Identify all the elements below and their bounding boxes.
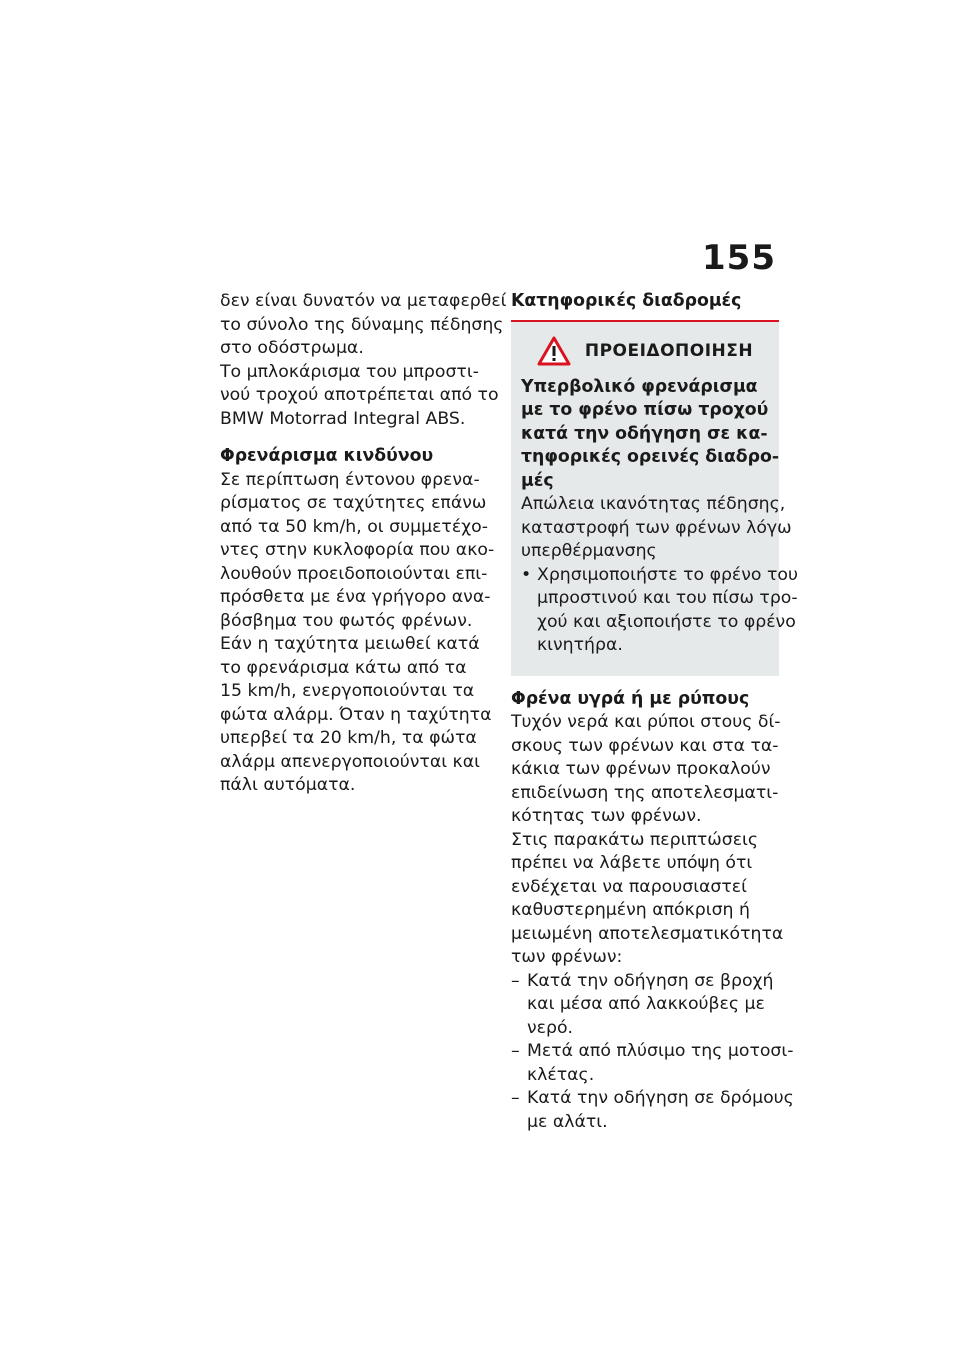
text-line: Υπερβολικό φρενάρισμα	[521, 376, 758, 397]
text-line: Κατά την οδήγηση σε δρόμους	[527, 1088, 794, 1108]
text-line: σκους των φρένων και στα τα-	[511, 735, 779, 756]
text-line: 15 km/h, ενεργοποιούνται τα	[220, 681, 475, 701]
warning-heading	[521, 376, 779, 494]
text-line: το φρενάρισμα κάτω από τα	[220, 657, 467, 678]
text-line: κάκια των φρένων προκαλούν	[511, 759, 771, 779]
warning-label: ΠΡΟΕΙΔΟΠΟΙΗΣΗ	[584, 340, 754, 361]
warning-triangle-icon	[537, 336, 571, 366]
text-line: ρίσματος σε ταχύτητες επάνω	[220, 493, 487, 513]
text-line: κότητας των φρένων.	[511, 806, 702, 826]
text-line: νερό.	[527, 1017, 574, 1038]
text-line: Σε περίπτωση έντονου φρενα-	[220, 469, 480, 490]
text-line: το σύνολο της δύναμης πέδησης	[220, 314, 504, 335]
text-line: κινητήρα.	[537, 635, 623, 655]
text-line: με το φρένο πίσω τροχού	[521, 400, 769, 420]
text-line: BMW Motorrad Integral ABS.	[220, 408, 466, 429]
page-number: 155	[702, 238, 776, 278]
right-column	[511, 290, 798, 1134]
list-item	[511, 970, 779, 1041]
text-line: Χρησιμοποιήστε το φρένο του	[537, 564, 798, 585]
text-line: Απώλεια ικανότητας πέδησης,	[521, 494, 786, 514]
text-line: δεν είναι δυνατόν να μεταφερθεί	[220, 291, 507, 311]
text-line: επιδείνωση της αποτελεσματι-	[511, 782, 779, 803]
emergency-braking-paragraph	[220, 469, 495, 798]
text-line: Μετά από πλύσιμο της μοτοσι-	[527, 1041, 794, 1061]
wet-brakes-heading: Φρένα υγρά ή με ρύπους	[511, 688, 750, 709]
warning-header	[521, 336, 769, 366]
text-line: πρέπει να λάβετε υπόψη ότι	[511, 853, 753, 873]
warning-bullet	[521, 564, 798, 658]
text-line: πάλι αυτόματα.	[220, 775, 356, 795]
text-line: μειωμένη αποτελεσματικότητα	[511, 923, 784, 944]
text-line: υπερθέρμανσης	[521, 541, 657, 561]
text-line: Στις παρακάτω περιπτώσεις	[511, 829, 759, 850]
list-item	[511, 1040, 794, 1087]
text-line: νού τροχού αποτρέπεται από το	[220, 385, 499, 405]
text-line: των φρένων:	[511, 947, 623, 967]
text-line: φώτα αλάρμ. Όταν η ταχύτητα	[220, 704, 492, 725]
text-line: με αλάτι.	[527, 1111, 608, 1132]
list-item	[511, 1087, 794, 1134]
text-line: Εάν η ταχύτητα μειωθεί κατά	[220, 634, 480, 654]
left-column	[220, 290, 507, 798]
text-line: από τα 50 km/h, οι συμμετέχο-	[220, 516, 488, 537]
text-line: καταστροφή των φρένων λόγω	[521, 517, 792, 538]
warning-text	[521, 493, 792, 564]
text-line: ντες στην κυκλοφορία που ακο-	[220, 540, 495, 560]
text-line: Κατά την οδήγηση σε βροχή	[527, 970, 774, 991]
bullet-mark: •	[521, 564, 532, 585]
text-line: μπροστινού και του πίσω τρο-	[537, 588, 798, 608]
emergency-braking-heading: Φρενάρισμα κινδύνου	[220, 446, 434, 466]
text-line: Το μπλοκάρισμα του μπροστι-	[220, 361, 479, 382]
text-line: βόσβημα του φωτός φρένων.	[220, 610, 473, 631]
text-line: ενδέχεται να παρουσιαστεί	[511, 876, 747, 897]
dash-mark: –	[511, 1088, 520, 1108]
section-title: Κατηφορικές διαδρομές	[511, 291, 742, 311]
dash-mark: –	[511, 1041, 520, 1061]
text-line: Τυχόν νερά και ρύποι στους δί-	[511, 712, 781, 732]
text-line: καθυστερημένη απόκριση ή	[511, 900, 750, 920]
text-line: κατά την οδήγηση σε κα-	[521, 423, 768, 444]
text-line: τηφορικές ορεινές διαδρο-	[521, 447, 779, 467]
intro-paragraph	[220, 290, 507, 431]
warning-box	[511, 322, 798, 676]
text-line: στο οδόστρωμα.	[220, 338, 364, 358]
wet-brakes-paragraph	[511, 711, 784, 970]
text-line: κλέτας.	[527, 1064, 595, 1085]
text-line: λουθούν προειδοποιούνται επι-	[220, 563, 488, 584]
dash-mark: –	[511, 970, 520, 991]
text-line: υπερβεί τα 20 km/h, τα φώτα	[220, 728, 477, 748]
text-line: και μέσα από λακκούβες με	[527, 994, 765, 1014]
text-line: χού και αξιοποιήστε το φρένο	[537, 611, 796, 632]
text-line: πρόσθετα με ένα γρήγορο ανα-	[220, 587, 491, 607]
text-line: αλάρμ απενεργοποιούνται και	[220, 751, 480, 772]
text-line: μές	[521, 470, 554, 491]
